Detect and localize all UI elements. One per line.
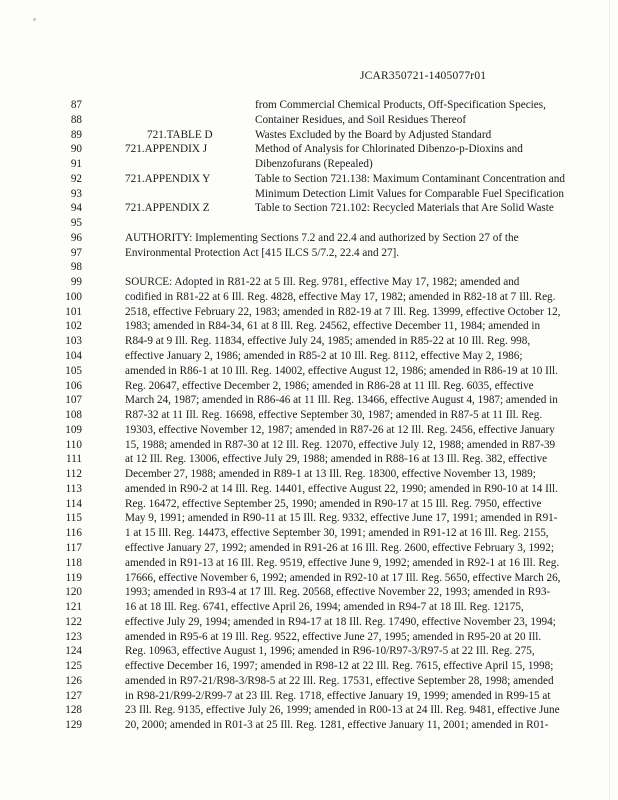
line-number: 120	[65, 586, 82, 599]
document-line	[0, 142, 618, 157]
line-text: 1993; amended in R93-4 at 17 Ill. Reg. 20568, effective November 22, 1993; amended in R93-	[125, 586, 551, 599]
line-number: 111	[66, 453, 82, 466]
line-number: 97	[70, 246, 82, 259]
line-text: amended in R90-2 at 14 Ill. Reg. 14401, effective August 22, 1990; amended in R90-10 at 14 Ill.	[125, 482, 558, 495]
section-title: Minimum Detection Limit Values for Comparable Fuel Specification	[255, 187, 564, 200]
document-line	[0, 216, 618, 231]
document-line	[0, 379, 618, 394]
line-text: R84-9 at 9 Ill. Reg. 11834, effective July 24, 1985; amended in R85-22 at 10 Ill. Reg. 998,	[125, 335, 531, 348]
line-number: 113	[65, 482, 82, 495]
line-text: AUTHORITY: Implementing Sections 7.2 and 22.4 and authorized by Section 27 of the	[125, 231, 519, 244]
line-text: R87-32 at 11 Ill. Reg. 16698, effective September 30, 1987; amended in R87-5 at 11 Ill. Reg.	[125, 409, 543, 422]
document-line	[0, 260, 618, 275]
section-label: 721.TABLE D	[147, 128, 213, 141]
line-number: 99	[70, 276, 82, 289]
line-number: 96	[70, 231, 82, 244]
document-line	[0, 334, 618, 349]
line-number: 95	[70, 217, 82, 230]
section-title: Dibenzofurans (Repealed)	[255, 158, 373, 171]
document-line	[0, 467, 618, 482]
document-line	[0, 113, 618, 128]
document-line	[0, 275, 618, 290]
line-number: 117	[65, 541, 82, 554]
document-line	[0, 644, 618, 659]
section-title: Container Residues, and Soil Residues Thereof	[255, 113, 467, 126]
document-line	[0, 393, 618, 408]
line-number: 100	[65, 290, 82, 303]
document-line	[0, 689, 618, 704]
document-line	[0, 541, 618, 556]
line-number: 115	[65, 512, 82, 525]
document-line	[0, 585, 618, 600]
document-line	[0, 290, 618, 305]
line-text: Environmental Protection Act [415 ILCS 5/7.2, 22.4 and 27].	[125, 246, 400, 259]
document-line	[0, 526, 618, 541]
line-number: 98	[70, 261, 82, 274]
line-number: 103	[65, 335, 82, 348]
document-line	[0, 600, 618, 615]
document-line	[0, 201, 618, 216]
line-number: 109	[65, 423, 82, 436]
line-text: effective January 27, 1992; amended in R91-26 at 16 Ill. Reg. 2600, effective February 3, 1992;	[125, 541, 554, 554]
line-text: 23 Ill. Reg. 9135, effective July 26, 1999; amended in R00-13 at 24 Ill. Reg. 9481, effective June	[125, 704, 560, 717]
line-text: March 24, 1987; amended in R86-46 at 11 Ill. Reg. 13466, effective August 4, 1987; amended in	[125, 394, 558, 407]
line-number: 90	[70, 143, 82, 156]
document-line	[0, 172, 618, 187]
document-line	[0, 231, 618, 246]
document-line	[0, 482, 618, 497]
line-text: Reg. 16472, effective September 25, 1990; amended in R90-17 at 15 Ill. Reg. 7950, effective	[125, 497, 542, 510]
section-label: 721.APPENDIX Z	[125, 202, 210, 215]
document-line	[0, 128, 618, 143]
line-text: effective January 2, 1986; amended in R85-2 at 10 Ill. Reg. 8112, effective May 2, 1986;	[125, 350, 523, 363]
line-text: effective December 16, 1997; amended in R98-12 at 22 Ill. Reg. 7615, effective April 15, 1998;	[125, 660, 554, 673]
line-number: 107	[65, 394, 82, 407]
document-line	[0, 246, 618, 261]
line-text: amended in R86-1 at 10 Ill. Reg. 14002, effective August 12, 1986; amended in R86-19 at 10 Ill.	[125, 364, 558, 377]
document-line	[0, 157, 618, 172]
line-number: 94	[70, 202, 82, 215]
section-label: 721.APPENDIX Y	[125, 172, 211, 185]
line-text: May 9, 1991; amended in R90-11 at 15 Ill. Reg. 9332, effective June 17, 1991; amended in R91-	[125, 512, 558, 525]
document-line	[0, 438, 618, 453]
line-text: effective July 29, 1994; amended in R94-17 at 18 Ill. Reg. 17490, effective November 23, 1994;	[125, 615, 556, 628]
document-line	[0, 497, 618, 512]
line-text: codified in R81-22 at 6 Ill. Reg. 4828, effective May 17, 1982; amended in R82-18 at 7 Ill. Reg.	[125, 290, 556, 303]
line-text: amended in R97-21/R98-3/R98-5 at 22 Ill. Reg. 17531, effective September 28, 1998; amended	[125, 674, 554, 687]
document-line	[0, 556, 618, 571]
line-text: SOURCE: Adopted in R81-22 at 5 Ill. Reg. 9781, effective May 17, 1982; amended and	[125, 276, 520, 289]
line-number: 92	[70, 172, 82, 185]
document-line	[0, 305, 618, 320]
document-line	[0, 703, 618, 718]
line-number: 127	[65, 689, 82, 702]
document-line	[0, 408, 618, 423]
document-line	[0, 571, 618, 586]
line-number: 87	[70, 99, 82, 111]
line-number: 89	[70, 128, 82, 141]
line-number: 91	[70, 158, 82, 171]
line-text: Reg. 10963, effective August 1, 1996; amended in R96-10/R97-3/R97-5 at 22 Ill. Reg. 275,	[125, 645, 535, 658]
line-number: 88	[70, 113, 82, 126]
document-line	[0, 187, 618, 202]
line-number: 104	[65, 350, 82, 363]
line-number: 108	[65, 409, 82, 422]
line-number: 118	[65, 556, 82, 569]
line-number: 110	[65, 438, 82, 451]
line-text: amended in R91-13 at 16 Ill. Reg. 9519, effective June 9, 1992; amended in R92-1 at 16 Ill. Reg.	[125, 556, 560, 569]
line-number: 121	[65, 601, 82, 614]
line-text: 15, 1988; amended in R87-30 at 12 Ill. Reg. 12070, effective July 12, 1988; amended in R87-39	[125, 438, 556, 451]
section-label: 721.APPENDIX J	[125, 143, 208, 156]
document-line	[0, 630, 618, 645]
line-number: 93	[70, 187, 82, 200]
line-text: 1983; amended in R84-34, 61 at 8 Ill. Reg. 24562, effective December 11, 1984; amended in	[125, 320, 541, 333]
document-line	[0, 674, 618, 689]
line-text: at 12 Ill. Reg. 13006, effective July 29, 1988; amended in R88-16 at 13 Ill. Reg. 382, effective	[125, 453, 548, 466]
document-line	[0, 349, 618, 364]
line-number: 102	[65, 320, 82, 333]
line-text: in R98-21/R99-2/R99-7 at 23 Ill. Reg. 1718, effective January 19, 1999; amended in R99-15 at	[125, 689, 551, 702]
section-title: from Commercial Chemical Products, Off-Specification Species,	[255, 99, 546, 111]
document-line	[0, 423, 618, 438]
document-id: JCAR350721-1405077r01	[360, 70, 487, 82]
line-text: December 27, 1988; amended in R89-1 at 13 Ill. Reg. 18300, effective November 13, 1989;	[125, 468, 536, 481]
line-number: 105	[65, 364, 82, 377]
line-text: 2518, effective February 22, 1983; amended in R82-19 at 7 Ill. Reg. 13999, effective October 12,	[125, 305, 561, 318]
line-number: 124	[65, 645, 82, 658]
numbered-lines	[0, 98, 618, 733]
line-text: 16 at 18 Ill. Reg. 6741, effective April 26, 1994; amended in R94-7 at 18 Ill. Reg. 12175,	[125, 601, 524, 614]
line-number: 123	[65, 630, 82, 643]
line-number: 128	[65, 704, 82, 717]
line-number: 112	[65, 468, 82, 481]
line-text: 19303, effective November 12, 1987; amended in R87-26 at 12 Ill. Reg. 2456, effective January	[125, 423, 555, 436]
scan-speck	[33, 18, 36, 21]
document-line	[0, 98, 618, 113]
line-text: 1 at 15 Ill. Reg. 14473, effective September 30, 1991; amended in R91-12 at 16 Ill. Reg. 2155,	[125, 527, 549, 540]
section-title: Table to Section 721.138: Maximum Contaminant Concentration and	[255, 172, 565, 185]
line-number: 106	[65, 379, 82, 392]
line-text: Reg. 20647, effective December 2, 1986; amended in R86-28 at 11 Ill. Reg. 6035, effective	[125, 379, 534, 392]
document-line	[0, 659, 618, 674]
section-title: Method of Analysis for Chlorinated Dibenzo-p-Dioxins and	[255, 143, 523, 156]
line-number: 122	[65, 615, 82, 628]
line-number: 125	[65, 660, 82, 673]
line-text: amended in R95-6 at 19 Ill. Reg. 9522, effective June 27, 1995; amended in R95-20 at 20 Ill.	[125, 630, 542, 643]
line-number: 116	[65, 527, 82, 540]
section-title: Table to Section 721.102: Recycled Materials that Are Solid Waste	[255, 202, 554, 215]
document-line	[0, 615, 618, 630]
line-number: 114	[65, 497, 82, 510]
line-number: 129	[65, 719, 82, 732]
line-number: 101	[65, 305, 82, 318]
line-number: 126	[65, 674, 82, 687]
document-line	[0, 319, 618, 334]
document-line	[0, 364, 618, 379]
line-text: 17666, effective November 6, 1992; amended in R92-10 at 17 Ill. Reg. 5650, effective March 26,	[125, 571, 561, 584]
document-line	[0, 452, 618, 467]
line-text: 20, 2000; amended in R01-3 at 25 Ill. Reg. 1281, effective January 11, 2001; amended in R01-	[125, 719, 549, 732]
document-line	[0, 511, 618, 526]
line-number: 119	[65, 571, 82, 584]
document-line	[0, 718, 618, 733]
section-title: Wastes Excluded by the Board by Adjusted Standard	[255, 128, 492, 141]
